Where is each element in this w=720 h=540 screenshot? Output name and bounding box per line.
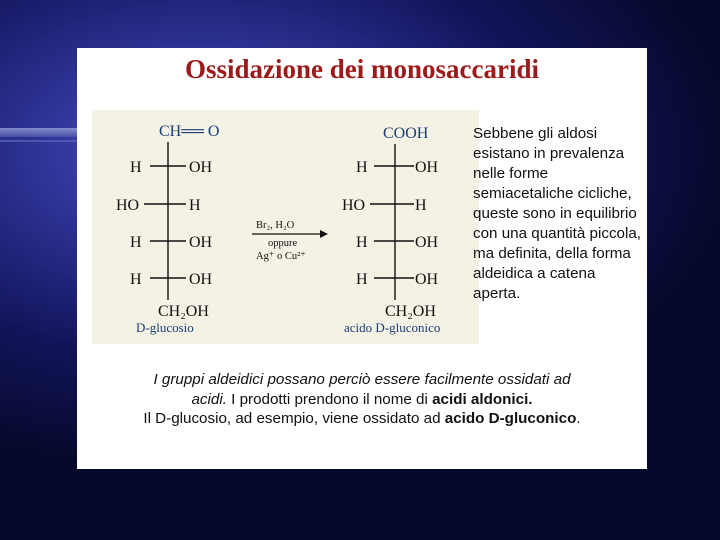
left-row4-left: H xyxy=(130,271,142,288)
left-row1-right: OH xyxy=(189,159,213,176)
left-bottom-group: CH₂OH xyxy=(158,303,209,320)
right-row3-left: H xyxy=(356,234,368,251)
left-row2-right: H xyxy=(189,197,201,214)
right-row2-left: HO xyxy=(342,197,366,214)
caption-line-2-bold: acidi aldonici. xyxy=(432,390,533,408)
caption-line-3-text: Il D-glucosio, ad esempio, viene ossidato ad xyxy=(143,410,445,427)
right-molecule-name: acido D-gluconico xyxy=(344,320,441,335)
caption-line-1: I gruppi aldeidici possano perciò essere facilmente ossidati ad xyxy=(153,371,571,388)
caption-line-2-italic: acidi. xyxy=(191,390,227,408)
right-row2-right: H xyxy=(415,197,427,214)
fischer-projection-diagram xyxy=(92,110,479,344)
right-row4-right: OH xyxy=(415,271,439,288)
side-explanation-text: Sebbene gli aldosi esistano in prevalenza nelle forme semiacetaliche cicliche, queste sono in equilibrio con una quantità piccola, ma definita, della forma aldeidica a catena aperta. xyxy=(473,125,642,302)
caption xyxy=(77,370,647,429)
left-row3-right: OH xyxy=(189,234,213,251)
reaction-figure xyxy=(92,110,479,344)
left-molecule-name: D-glucosio xyxy=(136,320,194,335)
background-accent-bar xyxy=(0,128,80,137)
left-row3-left: H xyxy=(130,234,142,251)
right-bottom-group: CH₂OH xyxy=(385,303,436,320)
reagent-top: Br₂, H₂O xyxy=(256,220,295,231)
right-row4-left: H xyxy=(356,271,368,288)
caption-line-2-text: I prodotti prendono il nome di xyxy=(226,390,433,408)
caption-line-3 xyxy=(77,409,647,429)
right-row3-right: OH xyxy=(415,234,439,251)
background-accent-line xyxy=(0,140,80,142)
right-row1-right: OH xyxy=(415,159,439,176)
caption-line-2 xyxy=(77,390,647,410)
reagent-bottom: Ag⁺ o Cu²⁺ xyxy=(256,251,306,262)
slide xyxy=(77,48,647,469)
right-top-group: COOH xyxy=(383,125,429,142)
left-top-group: CH══ O xyxy=(159,123,220,140)
left-row2-left: HO xyxy=(116,197,140,214)
right-row1-left: H xyxy=(356,159,368,176)
left-row4-right: OH xyxy=(189,271,213,288)
caption-line-3-end: . xyxy=(576,410,581,427)
caption-line-3-bold: acido D-gluconico xyxy=(444,410,577,427)
slide-title: Ossidazione dei monosaccaridi xyxy=(184,54,539,84)
reagent-mid: oppure xyxy=(268,238,298,249)
left-row1-left: H xyxy=(130,159,142,176)
